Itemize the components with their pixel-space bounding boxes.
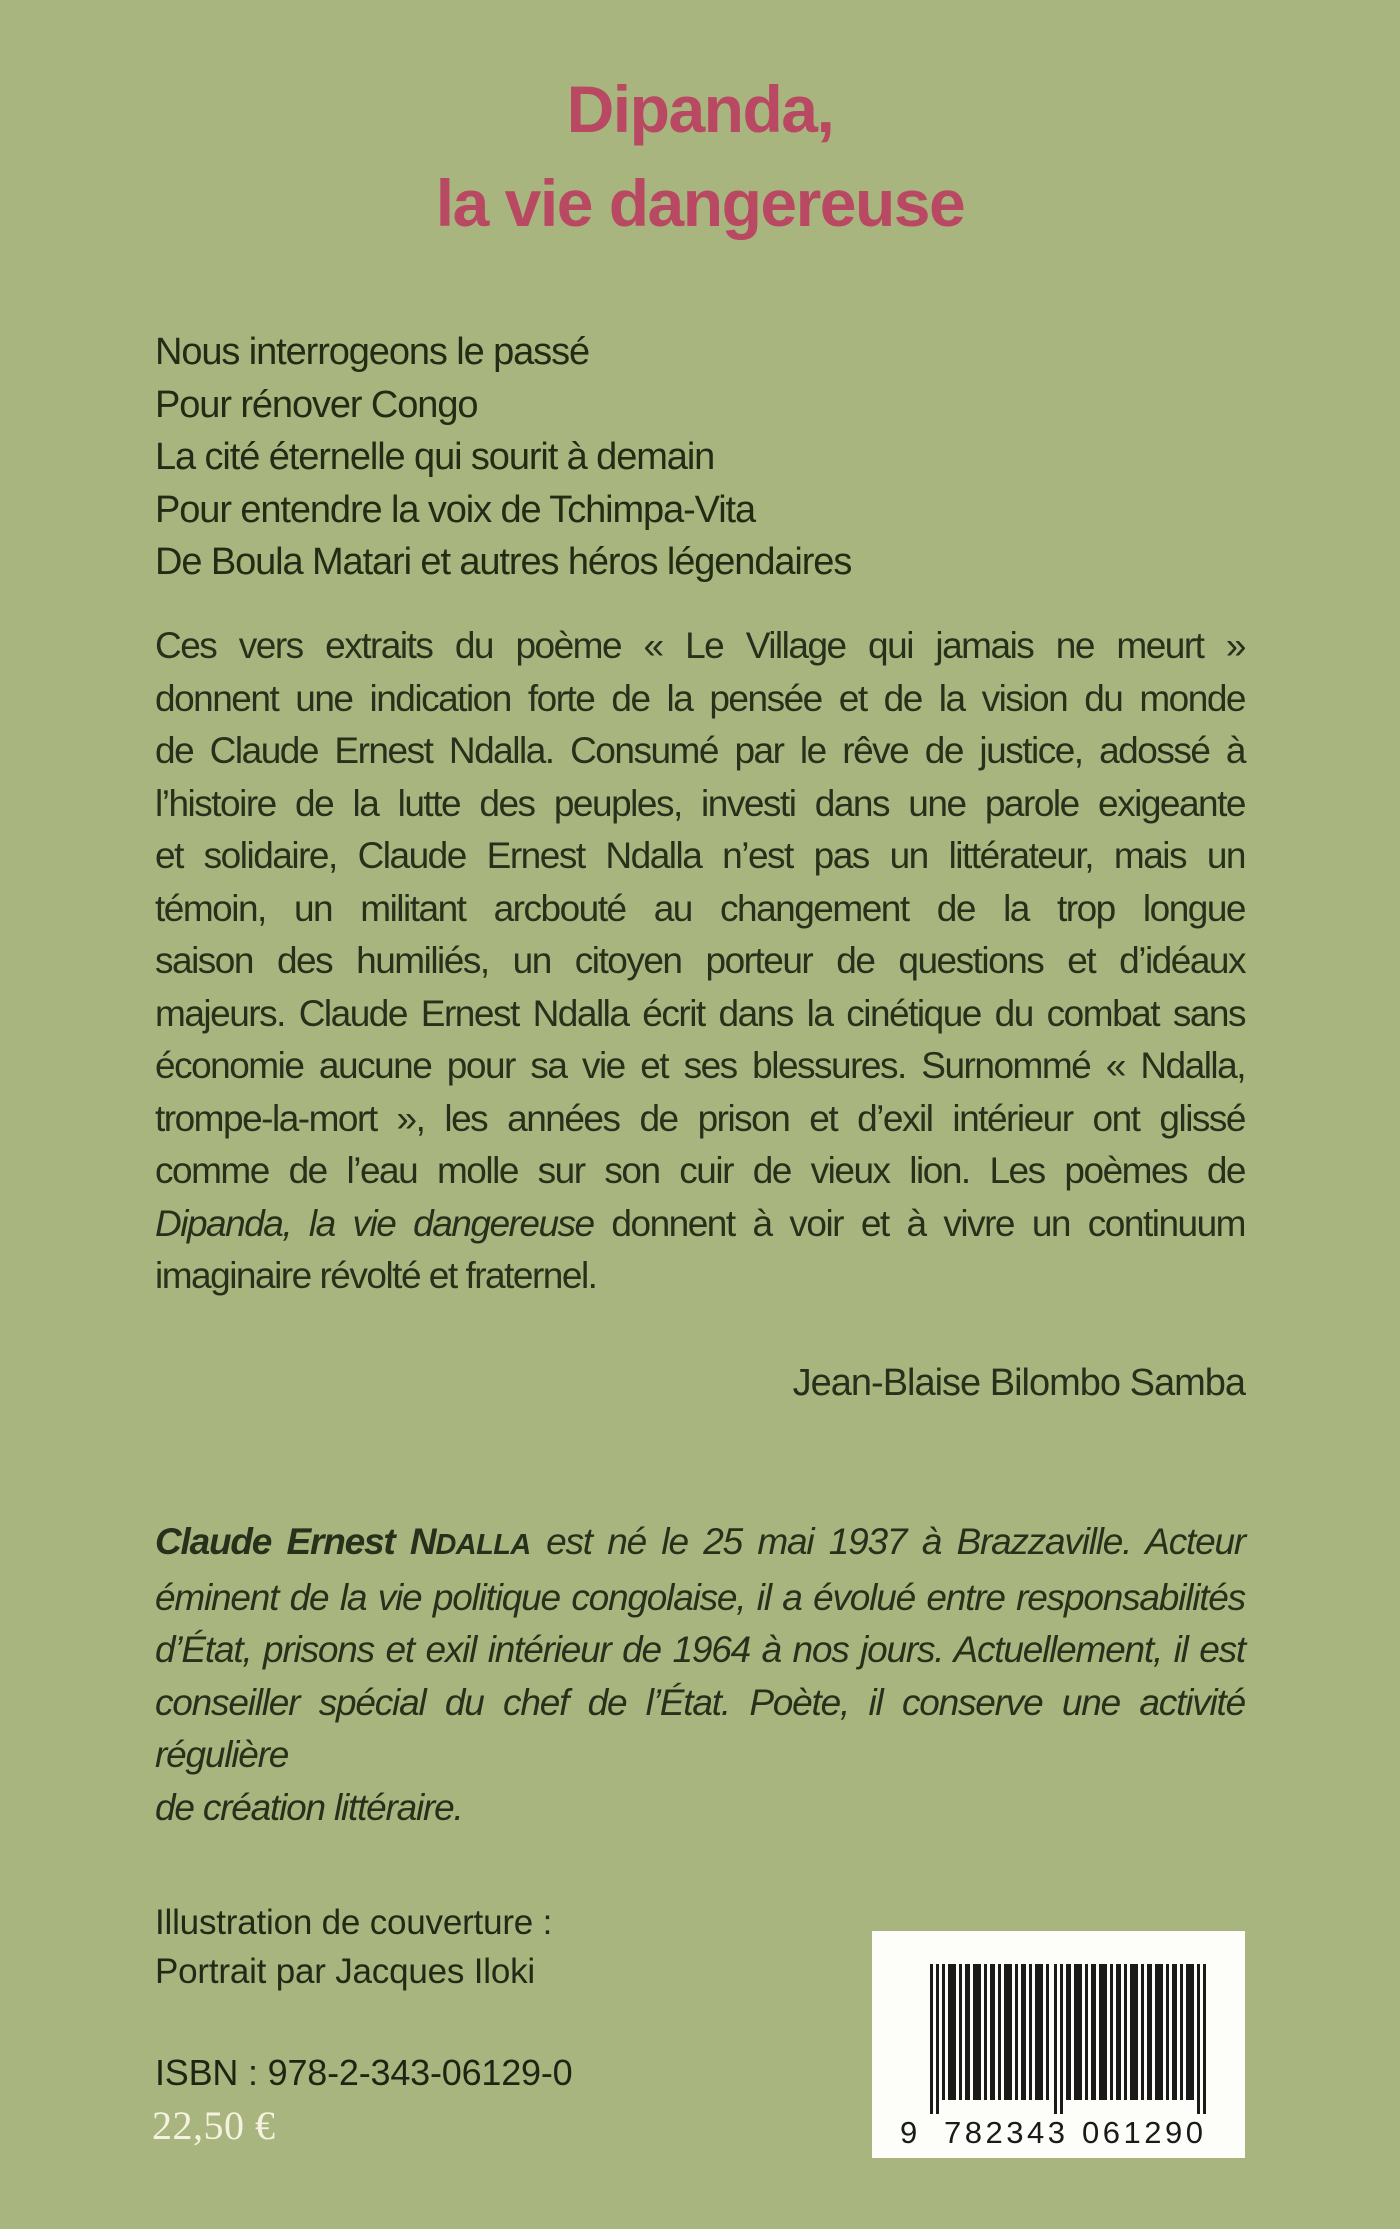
book-title-line2: la vie dangereuse — [435, 166, 965, 240]
author-name: Claude Ernest N — [155, 1521, 436, 1562]
barcode — [872, 1931, 1245, 2158]
poem-line: Nous interrogeons le passé — [155, 331, 590, 373]
poem-line: De Boula Matari et autres héros légendaires — [155, 541, 852, 583]
bio-line: d’État, prisons et exil intérieur de 1964 à nos jours. Actuellement, il est — [155, 1629, 1245, 1670]
cover-credit — [155, 1898, 552, 1996]
signature-author: Jean-Blaise Bilombo Samba — [792, 1362, 1245, 1404]
blurb-line: comme de l’eau molle sur son cuir de vieux lion. Les poèmes de — [155, 1150, 1245, 1191]
blurb-line-with-book-title — [155, 1198, 1245, 1251]
barcode-digit-left: 9 — [900, 2115, 918, 2150]
cover-credit-line2: Portrait par Jacques Iloki — [155, 1952, 535, 1991]
cover-credit-line1: Illustration de couverture : — [155, 1903, 553, 1942]
price-text: 22,50 € — [152, 2103, 276, 2148]
blurb-line: témoin, un militant arcbouté au changement de la trop longue — [155, 887, 1245, 929]
book-title — [0, 62, 1400, 250]
author-name-smallcaps: DALLA — [435, 1529, 531, 1561]
blurb-line: saison des humiliés, un citoyen porteur de questions et d’idéaux — [155, 940, 1245, 981]
blurb-line: imaginaire révolté et fraternel. — [155, 1255, 597, 1296]
author-bio-paragraph — [155, 1516, 1245, 1834]
blurb-line: et solidaire, Claude Ernest Ndalla n’est pas un littérateur, mais un — [155, 835, 1245, 876]
blurb-line: trompe-la-mort », les années de prison et d’exil intérieur ont glissé — [155, 1097, 1245, 1139]
bio-line-rest: est né le 25 mai 1937 à Brazzaville. Acteur — [530, 1521, 1245, 1562]
bio-line: conseiller spécial du chef de l’État. Poète, il conserve une activité régulière — [155, 1681, 1245, 1775]
bio-line: de création littéraire. — [155, 1786, 463, 1828]
inline-book-title: Dipanda, la vie dangereuse — [155, 1202, 612, 1244]
poem-line: La cité éternelle qui sourit à demain — [155, 436, 715, 478]
poem-line: Pour entendre la voix de Tchimpa-Vita — [155, 488, 756, 531]
barcode-digits-group1: 782343 — [944, 2115, 1069, 2150]
bio-line-with-name — [155, 1516, 1245, 1572]
blurb-line-rest: donnent à voir et à vivre un continuum — [611, 1202, 1246, 1244]
blurb-line: Ces vers extraits du poème « Le Village qui jamais ne meurt » — [155, 625, 1245, 666]
barcode-bars — [872, 1931, 1245, 2158]
blurb-paragraph — [155, 620, 1245, 1303]
book-title-line1: Dipanda, — [566, 72, 834, 146]
blurb-line: donnent une indication forte de la pensée et de la vision du monde — [155, 677, 1245, 719]
blurb-line: économie aucune pour sa vie et ses blessures. Surnommé « Ndalla, — [155, 1045, 1245, 1086]
isbn-text: ISBN : 978-2-343-06129-0 — [155, 2052, 573, 2093]
poem-line: Pour rénover Congo — [155, 383, 478, 426]
blurb-line: majeurs. Claude Ernest Ndalla écrit dans la cinétique du combat sans — [155, 992, 1245, 1034]
bio-line: éminent de la vie politique congolaise, il a évolué entre responsabilités — [155, 1576, 1245, 1618]
blurb-line: l’histoire de la lutte des peuples, investi dans une parole exigeante — [155, 782, 1245, 824]
blurb-line: de Claude Ernest Ndalla. Consumé par le rêve de justice, adossé à — [155, 730, 1245, 771]
barcode-digits-group2: 061290 — [1082, 2115, 1207, 2150]
poem-excerpt — [155, 326, 851, 589]
